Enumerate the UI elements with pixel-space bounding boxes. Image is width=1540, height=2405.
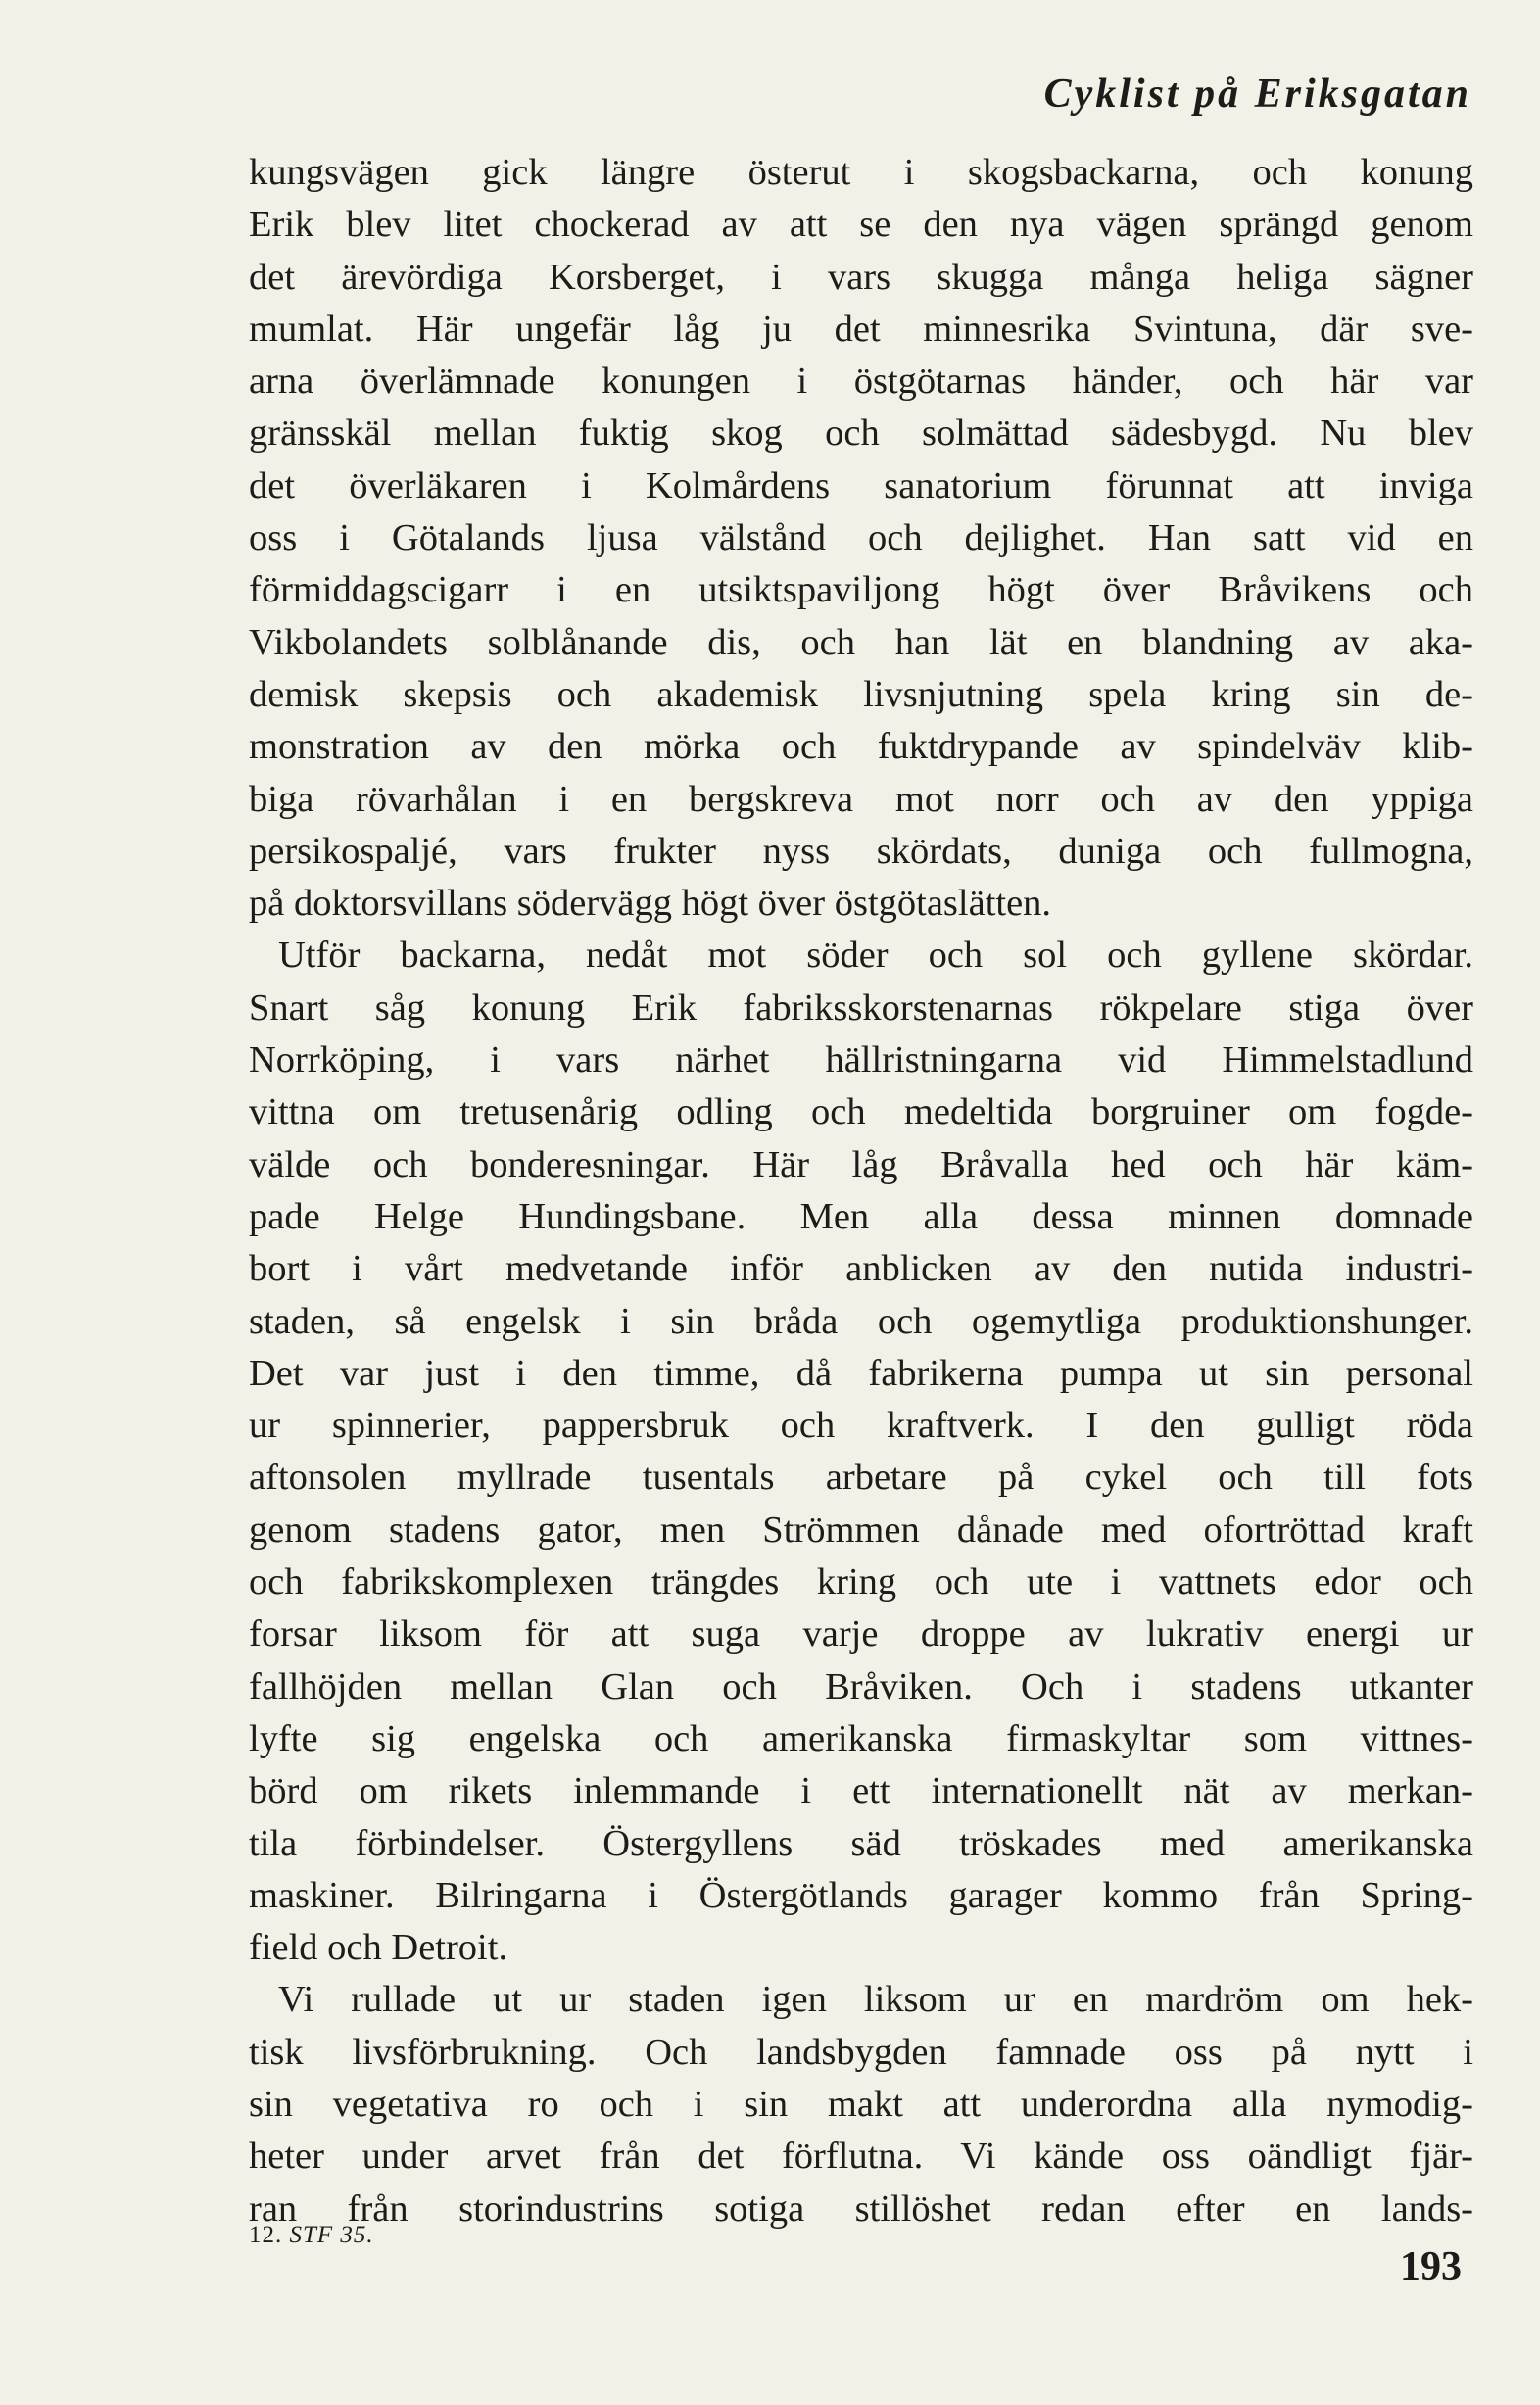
text-line: arna överlämnade konungen i östgötarnas händer, och här var [249, 361, 1473, 403]
text-line: demisk skepsis och akademisk livsnjutning spela kring sin de- [249, 673, 1473, 715]
text-line: ran från storindustrins sotiga stillöshet redan efter en lands- [249, 2188, 1473, 2230]
text-line: det ärevördiga Korsberget, i vars skugga många heliga sägner [249, 256, 1473, 298]
text-line: kungsvägen gick längre österut i skogsbackarna, och konung [249, 152, 1473, 193]
text-line: förmiddagscigarr i en utsiktspaviljong högt över Bråvikens och [249, 569, 1473, 611]
text-line: gränsskäl mellan fuktig skog och solmättad sädesbygd. Nu blev [249, 412, 1473, 455]
text-line: pade Helge Hundingsbane. Men alla dessa minnen domnade [249, 1195, 1473, 1237]
signature-label: STF 35. [289, 2222, 374, 2248]
text-line: persikospaljé, vars frukter nyss skördats, duniga och fullmogna, [249, 830, 1473, 872]
text-line: Vikbolandets solblånande dis, och han lät en blandning av aka- [249, 621, 1473, 663]
text-line: börd om rikets inlemmande i ett internationellt nät av merkan- [249, 1770, 1473, 1812]
text-line: heter under arvet från det förflutna. Vi kände oss oändligt fjär- [249, 2136, 1473, 2178]
text-line: aftonsolen myllrade tusentals arbetare på cykel och till fots [249, 1457, 1473, 1499]
text-line: forsar liksom för att suga varje droppe av lukrativ energi ur [249, 1613, 1473, 1656]
text-line: mumlat. Här ungefär låg ju det minnesrika Svintuna, där sve- [249, 308, 1473, 350]
text-line: bort i vårt medvetande inför anblicken av den nutida industri- [249, 1248, 1473, 1290]
text-line: Snart såg konung Erik fabriksskorstenarnas rökpelare stiga över [249, 986, 1473, 1029]
text-line: Norrköping, i vars närhet hällristningarna vid Himmelstadlund [249, 1039, 1473, 1082]
text-line: lyfte sig engelska och amerikanska firmaskyltar som vittnes- [249, 1717, 1473, 1759]
text-line: Erik blev litet chockerad av att se den nya vägen sprängd genom [249, 204, 1473, 246]
text-line: tila förbindelser. Östergyllens säd tröskades med amerikanska [249, 1822, 1473, 1864]
text-line: oss i Götalands ljusa välstånd och dejlighet. Han satt vid en [249, 517, 1473, 559]
text-line: biga rövarhålan i en bergskreva mot norr och av den yppiga [249, 778, 1473, 820]
page-number: 193 [1400, 2244, 1462, 2289]
text-line: fallhöjden mellan Glan och Bråviken. Och i stadens utkanter [249, 1665, 1473, 1708]
text-line: Vi rullade ut ur staden igen liksom ur en mardröm om hek- [278, 1979, 1473, 2021]
text-line: monstration av den mörka och fuktdrypande av spindelväv klib- [249, 726, 1473, 768]
text-line: ur spinnerier, pappersbruk och kraftverk. I den gulligt röda [249, 1405, 1473, 1447]
text-line: vittna om tretusenårig odling och medeltida borgruiner om fogde- [249, 1091, 1473, 1133]
body-text [249, 147, 1473, 2236]
text-line: på doktorsvillans södervägg högt över östgötaslätten. [249, 883, 1052, 925]
text-line: field och Detroit. [249, 1927, 508, 1969]
text-line: Det var just i den timme, då fabrikerna pumpa ut sin personal [249, 1352, 1473, 1394]
text-line: genom stadens gator, men Strömmen dånade med ofortröttad kraft [249, 1509, 1473, 1551]
signature-number: 12. [249, 2222, 283, 2248]
text-line: det överläkaren i Kolmårdens sanatorium förunnat att inviga [249, 464, 1473, 506]
text-line: tisk livsförbrukning. Och landsbygden famnade oss på nytt i [249, 2031, 1473, 2073]
text-line: välde och bonderesningar. Här låg Bråvalla hed och här käm- [249, 1143, 1473, 1185]
text-line: och fabrikskomplexen trängdes kring och ute i vattnets edor och [249, 1562, 1473, 1604]
text-line: sin vegetativa ro och i sin makt att underordna alla nymodig- [249, 2083, 1473, 2125]
text-line: Utför backarna, nedåt mot söder och sol och gyllene skördar. [278, 935, 1473, 977]
running-head: Cyklist på Eriksgatan [1043, 72, 1471, 117]
text-line: maskiner. Bilringarna i Östergötlands garager kommo från Spring- [249, 1874, 1473, 1916]
printer-signature [249, 2222, 374, 2249]
text-line: staden, så engelsk i sin bråda och ogemytliga produktionshunger. [249, 1300, 1473, 1342]
